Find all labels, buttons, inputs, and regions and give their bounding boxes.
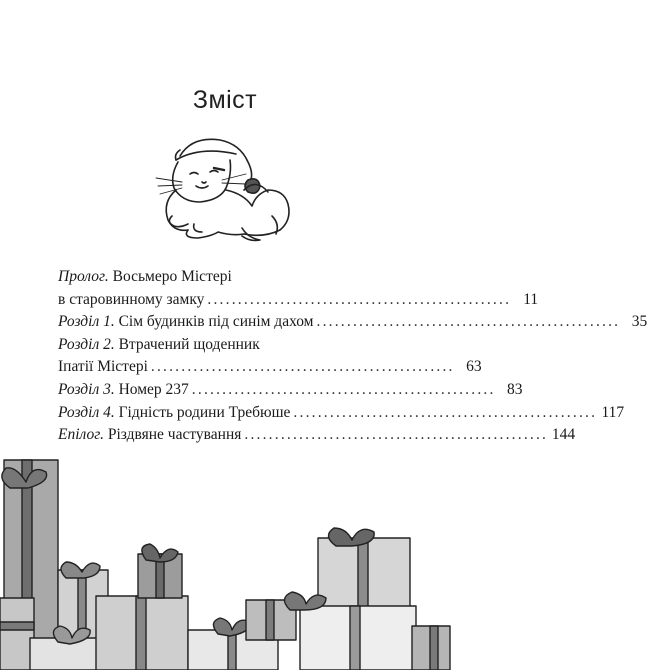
table-of-contents	[58, 266, 647, 447]
toc-title: Номер 237	[114, 380, 189, 398]
toc-prefix: Епілог.	[58, 426, 104, 444]
gift-boxes-illustration	[0, 450, 450, 670]
toc-leader-dots: ..................................................	[293, 403, 598, 421]
toc-page: 63	[466, 358, 482, 376]
toc-page: 83	[507, 380, 523, 398]
toc-row-chapter-2[interactable]	[58, 334, 388, 357]
page-title: Зміст	[192, 86, 258, 114]
toc-row-epilogue[interactable]	[58, 424, 576, 447]
toc-row-chapter-3[interactable]	[58, 379, 523, 402]
cat-santa-hat-illustration	[152, 128, 302, 248]
toc-title: Сім будинків під синім дахом	[114, 313, 314, 331]
toc-row-chapter-2-cont[interactable]	[58, 356, 482, 379]
toc-leader-dots: ..................................................	[207, 290, 512, 308]
toc-row-chapter-1[interactable]	[58, 311, 647, 334]
toc-page: 117	[601, 403, 625, 421]
toc-title: Втрачений щоденник	[114, 335, 260, 353]
toc-prefix: Розділ 4.	[58, 403, 115, 421]
toc-leader-dots: ..................................................	[191, 380, 496, 398]
toc-row-prologue-cont[interactable]	[58, 289, 539, 312]
toc-leader-dots: ..................................................	[150, 358, 455, 376]
toc-prefix: Розділ 3.	[58, 380, 115, 398]
toc-row-prologue[interactable]	[58, 266, 388, 289]
toc-prefix: Розділ 2.	[58, 335, 115, 353]
toc-leader-dots: ..................................................	[316, 313, 621, 331]
toc-title: Восьмеро Містері	[108, 268, 232, 285]
toc-prefix: Розділ 1.	[58, 313, 115, 331]
toc-title: Іпатії Містері	[58, 358, 148, 376]
toc-title: Різдвяне частування	[103, 426, 242, 444]
toc-page: 11	[523, 290, 539, 308]
toc-prefix: Пролог.	[58, 268, 109, 285]
toc-row-chapter-4[interactable]	[58, 402, 625, 425]
toc-page: 144	[551, 426, 576, 444]
toc-title: Гідність родини Требюше	[114, 403, 291, 421]
toc-title: в старовинному замку	[58, 290, 205, 308]
toc-leader-dots: ..................................................	[244, 426, 549, 444]
toc-page: 35	[631, 313, 647, 331]
